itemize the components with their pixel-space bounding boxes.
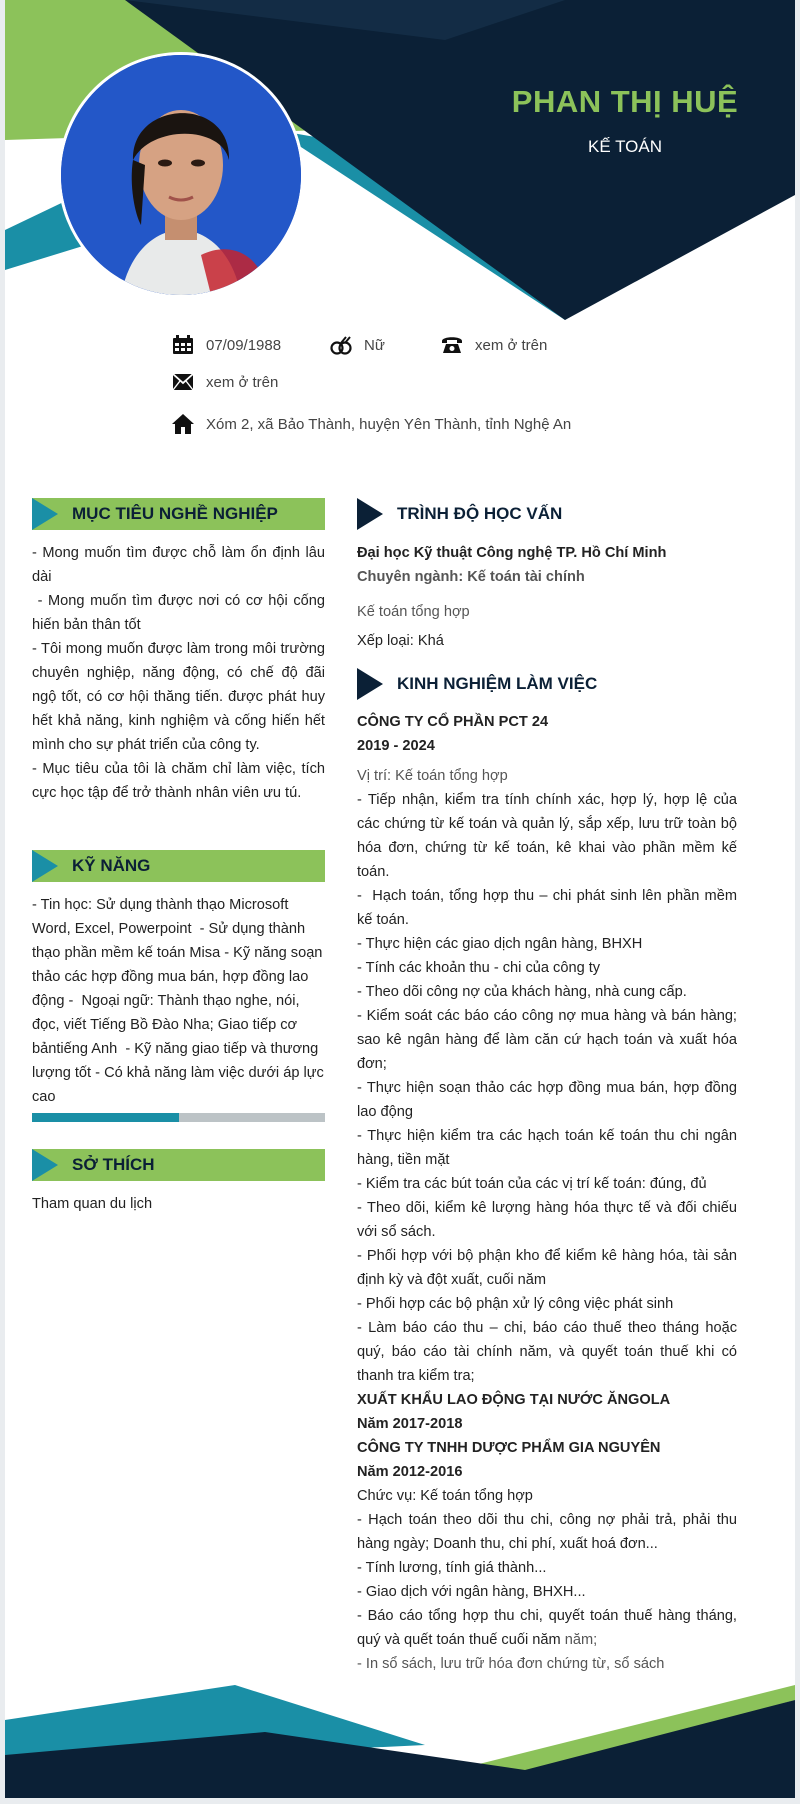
experience-period-3: Năm 2012-2016: [357, 1464, 463, 1480]
experience-company-3: CÔNG TY TNHH DƯỢC PHẨM GIA NGUYÊN: [357, 1440, 661, 1456]
education-section-header: [357, 498, 737, 530]
candidate-name: PHAN THỊ HUỆ: [511, 84, 739, 119]
person-portrait-icon: [61, 55, 301, 295]
skills-text: - Tin học: Sử dụng thành thạo Microsoft Word, Excel, Powerpoint - Sử dụng thành thạo phần mềm kế toán Misa - Kỹ năng soạn thảo các hợp đồng mua bán, hợp đồng lao động - Ngoại ngữ: Thành thạo nghe, nói, đọc, viết Tiếng Bồ Đào Nha; Giao tiếp cơ bảntiếng Anh - Kỹ năng giao tiếp và thương lượng tốt - Có khả năng làm việc dưới áp lực cao: [32, 897, 328, 1105]
experience-duties-1: - Tiếp nhận, kiểm tra tính chính xác, hợp lý, hợp lệ của các chứng từ kế toán và quản lý, sắp xếp, lưu trữ toàn bộ hóa đơn, chứng từ kế toán, kê khai vào phần mềm kế toán. - Hạch toán, tổng hợp thu – chi phát sinh lên phần mềm kế toán. - Thực hiện các giao dịch ngân hàng, BHXH - Tính các khoản thu - chi của công ty - Theo dõi công nợ của khách hàng, nhà cung cấp. - Kiểm soát các báo cáo công nợ mua hàng và bán hàng; sao kê ngân hàng để làm căn cứ hạch toán và xuất hóa đơn; - Thực hiện soạn thảo các hợp đồng mua bán, hợp đồng lao động - Thực hiện kiểm tra các hạch toán kế toán thu chi ngân hàng, tiền mặt - Kiểm tra các bút toán của các vị trí kế toán: đúng, đủ - Theo dõi, kiểm kê lượng hàng hóa thực tế và đối chiếu với sổ sách. - Phối hợp với bộ phận kho để kiểm kê hàng hóa, tài sản định kỳ và đột xuất, cuối năm - Phối hợp các bộ phận xử lý công việc phát sinh - Làm báo cáo thu – chi, báo cáo thuế theo tháng hoặc quý, báo cáo tài chính năm, và quyết toán thuế khi có thanh tra kiểm tra;: [357, 792, 737, 1384]
birthday-item: [172, 335, 281, 355]
section-arrow-icon: [357, 498, 383, 530]
experience-section-header: [357, 668, 737, 700]
experience-company-2: XUẤT KHẨU LAO ĐỘNG TẠI NƯỚC ĂNGOLA: [357, 1392, 671, 1408]
education-major: Chuyên ngành: Kế toán tài chính: [357, 569, 585, 585]
experience-heading: KINH NGHIỆM LÀM VIỆC: [397, 674, 598, 693]
calendar-icon: [172, 335, 194, 355]
home-icon: [172, 414, 194, 434]
hobbies-text: Tham quan du lịch: [32, 1196, 153, 1212]
address-value: Xóm 2, xã Bảo Thành, huyện Yên Thành, tỉnh Nghệ An: [206, 415, 572, 433]
education-detail: Kế toán tổng hợp: [357, 604, 470, 620]
experience-content: [357, 710, 737, 1676]
hobbies-heading: SỞ THÍCH: [72, 1155, 155, 1174]
gender-item: [330, 335, 385, 355]
cv-page: [5, 0, 795, 1798]
education-school: Đại học Kỹ thuật Công nghệ TP. Hồ Chí Minh: [357, 545, 667, 561]
profile-photo: [58, 52, 304, 298]
telephone-icon: [441, 335, 463, 355]
envelope-icon: [172, 373, 194, 391]
objective-heading: MỤC TIÊU NGHỀ NGHIỆP: [72, 504, 278, 523]
phone-value: xem ở trên: [475, 336, 548, 354]
education-grade: Xếp loại: Khá: [357, 633, 444, 649]
education-heading: TRÌNH ĐỘ HỌC VẤN: [397, 504, 563, 523]
objective-text: - Mong muốn tìm được chỗ làm ổn định lâu dài - Mong muốn tìm được nơi có cơ hội cống hiến bản thân tốt - Tôi mong muốn được làm trong môi trường chuyên nghiệp, năng động, có chế độ đãi ngộ tốt, có cơ hội thăng tiến. được phát huy hết khả năng, kinh nghiệm và cống hiến hết mình cho sự phát triển của công ty. - Mục tiêu của tôi là chăm chỉ làm việc, tích cực học tập để trở thành nhân viên ưu tú.: [32, 545, 325, 801]
skills-heading: KỸ NĂNG: [72, 856, 151, 875]
experience-position-1: Vị trí: Kế toán tổng hợp: [357, 768, 508, 784]
skills-section-header: [32, 850, 325, 882]
experience-duties-3-tail: năm;: [560, 1632, 598, 1648]
section-arrow-icon: [32, 1149, 58, 1181]
experience-duties-3-main: - Hạch toán theo dõi thu chi, công nợ phải trả, phải thu hàng ngày; Doanh thu, chi phí, xuất hoá đơn... - Tính lương, tính giá thành... - Giao dịch với ngân hàng, BHXH... - Báo cáo tổng hợp thu chi, quyết toán thuế hàng tháng, quý và quết toán thuế cuối năm: [357, 1512, 737, 1648]
section-arrow-icon: [32, 850, 58, 882]
experience-company-1: CÔNG TY CỔ PHẦN PCT 24: [357, 714, 549, 730]
skill-level-fill: [32, 1113, 179, 1122]
section-arrow-icon: [32, 498, 58, 530]
address-item: [172, 414, 571, 434]
experience-duties-4: - In sổ sách, lưu trữ hóa đơn chứng từ, sổ sách: [357, 1656, 665, 1672]
email-item: [172, 373, 278, 391]
hobbies-section-header: [32, 1149, 325, 1181]
candidate-job-title: KẾ TOÁN: [587, 137, 662, 156]
skill-level-bar: [32, 1113, 325, 1122]
gender-icon: [330, 335, 352, 355]
email-value: xem ở trên: [206, 373, 279, 391]
birthday-value: 07/09/1988: [206, 336, 282, 354]
phone-item: [441, 335, 547, 355]
experience-period-1: 2019 - 2024: [357, 738, 435, 754]
experience-position-3: Chức vụ: Kế toán tổng hợp: [357, 1488, 533, 1504]
objective-section-header: [32, 498, 325, 530]
experience-period-2: Năm 2017-2018: [357, 1416, 463, 1432]
experience-duties-3: [357, 1508, 737, 1652]
gender-value: Nữ: [364, 336, 385, 354]
section-arrow-icon: [357, 668, 383, 700]
